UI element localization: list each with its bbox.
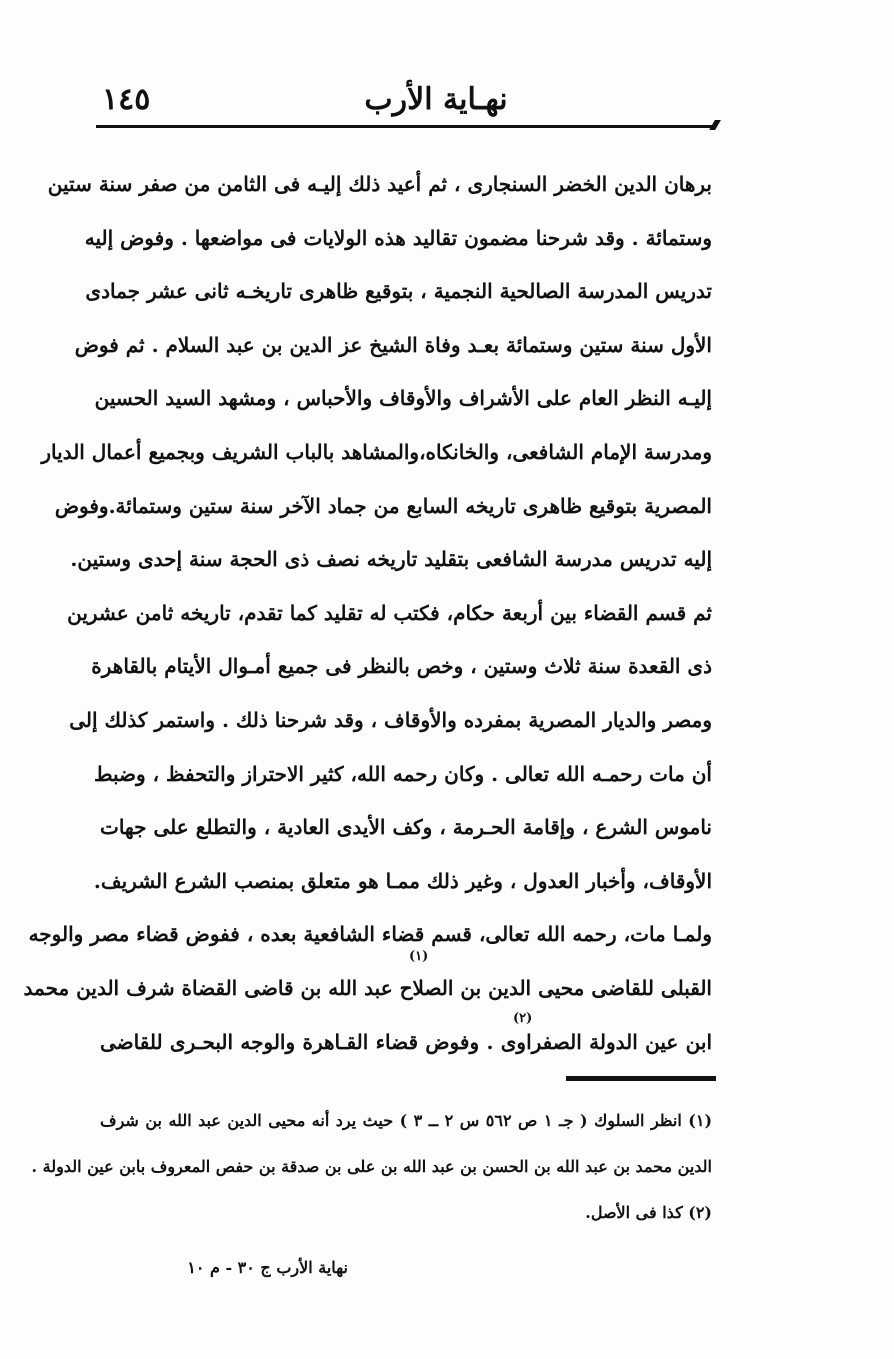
footnote-1-line-1: (١) انظر السلوك ( جـ ١ ص ٥٦٢ س ٢ ــ ٣ ) حيث يرد أنه محيى الدين عبد الله بن شرف — [100, 1111, 713, 1130]
text-line: أن مات رحمـه الله تعالى . وكان رحمه الله، كثير الاحتراز والتحفظ ، وضبط — [93, 761, 712, 786]
running-title: نهـاية الأرب — [364, 82, 508, 117]
footnotes — [31, 1098, 713, 1236]
footnote-marker-2: (٢) — [513, 1011, 533, 1026]
text-line: الأول سنة ستين وستمائة بعـد وفاة الشيخ عز الدين بن عبد السلام . ثم فوض — [74, 332, 712, 357]
running-head — [96, 78, 716, 122]
text-line: تدريس المدرسة الصالحية النجمية ، بتوقيع ظاهرى تاريخـه ثانى عشر جمادى — [85, 279, 712, 304]
page-number: ١٤٥ — [102, 82, 151, 117]
text-line: ذى القعدة سنة ثلاث وستين ، وخص بالنظر فى جميع أمـوال الأيتام بالقاهرة — [91, 654, 712, 679]
text-line: إليه تدريس مدرسة الشافعى بتقليد تاريخه نصف ذى الحجة سنة إحدى وستين. — [70, 547, 712, 572]
text-line: ومدرسة الإمام الشافعى، والخانكاه،والمشاهد بالباب الشريف وبجميع أعمال الديار — [41, 439, 712, 464]
text-line: ولمـا مات، رحمه الله تعالى، قسم قضاء الشافعية بعده ، ففوض قضاء مصر والوجه — [28, 922, 712, 947]
text-line: ابن عين الدولة الصفراوى . وفوض قضاء القـاهرة والوجه البحـرى للقاضى — [100, 1029, 712, 1054]
text-line: ناموس الشرع ، وإقامة الحـرمة ، وكف الأيدى العادية ، والتطلع على جهات — [100, 815, 712, 840]
text-line: ثم قسم القضاء بين أربعة حكام، فكتب له تقليد كما تقدم، تاريخه ثامن عشرين — [67, 600, 712, 625]
text-line: القبلى للقاضى محيى الدين بن الصلاح عبد الله بن قاضى القضاة شرف الدين محمد — [23, 975, 712, 1000]
signature-mark: نهاية الأرب ج ٣٠ - م ١٠ — [187, 1258, 348, 1277]
text-line: المصرية بتوقيع ظاهرى تاريخه السابع من جماد الآخر سنة ستين وستمائة.وفوض — [54, 493, 712, 518]
body-text — [23, 158, 712, 1069]
text-line: الأوقاف، وأخبار العدول ، وغير ذلك ممـا هو متعلق بمنصب الشرع الشريف. — [93, 868, 712, 893]
footnote-marker-1: (١) — [409, 949, 429, 964]
text-line: وستمائة . وقد شرحنا مضمون تقاليد هذه الولايات فى مواضعها . وفوض إليه — [84, 225, 712, 250]
footnote-1-line-2: الدين محمد بن عبد الله بن الحسن بن عبد الله بن على بن صدقة بن حفص المعروف بابن عين الدولة . — [31, 1157, 712, 1176]
text-line: ومصر والديار المصرية بمفرده والأوقاف ، وقد شرحنا ذلك . واستمر كذلك إلى — [69, 707, 712, 732]
text-line: إليـه النظر العام على الأشراف والأوقاف والأحباس ، ومشهد السيد الحسين — [94, 386, 712, 411]
text-line: برهان الدين الخضر السنجارى ، ثم أعيد ذلك إليـه فى الثامن من صفر سنة ستين — [47, 172, 712, 196]
footnote-rule — [566, 1076, 716, 1081]
footnote-2: (٢) كذا فى الأصل. — [585, 1203, 712, 1222]
header-rule — [96, 125, 716, 128]
